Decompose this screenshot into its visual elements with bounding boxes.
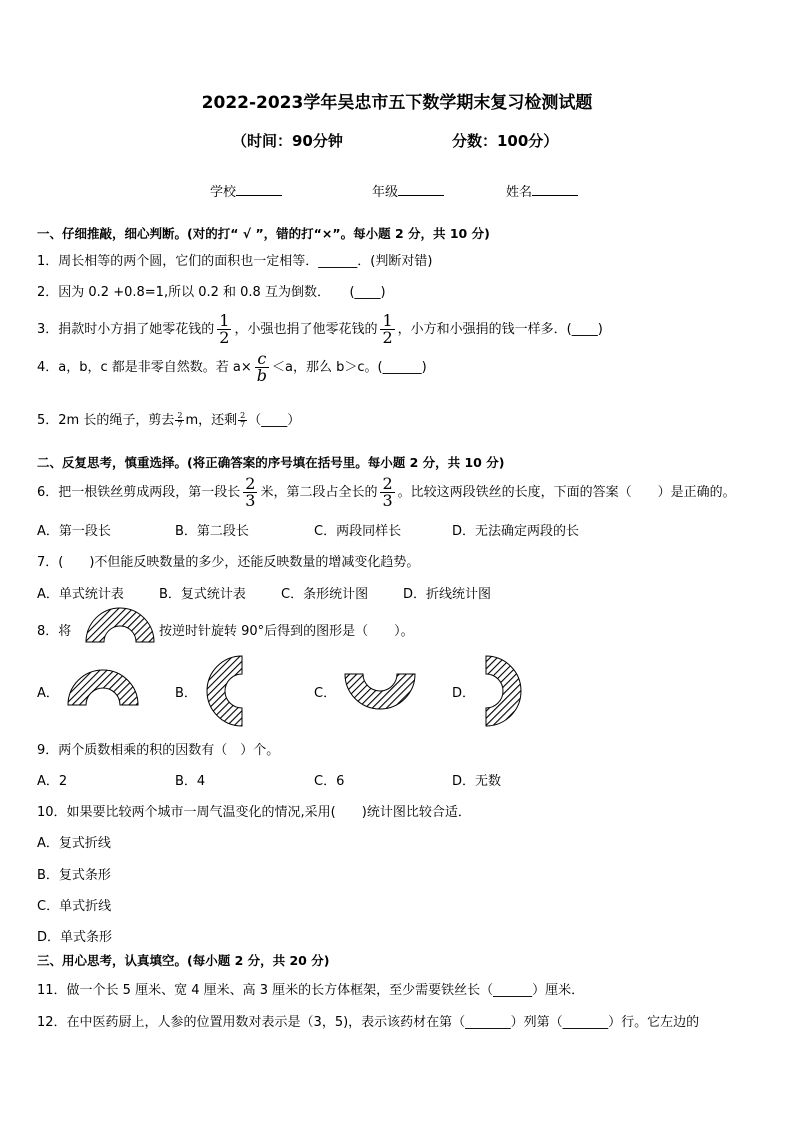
fraction-numerator: 2 [382,474,393,493]
q6-text-a: 6．把一根铁丝剪成两段，第一段长 [37,485,241,500]
q5-fraction-2 [238,412,247,429]
question-11: 11．做一个长 5 厘米、宽 4 厘米、高 3 厘米的长方体框架，至少需要铁丝长（______）厘米． [37,983,585,998]
fraction-numerator: c [255,351,269,368]
q6-text-c: 。比较这两段铁丝的长度，下面的答案（ ）是正确的。 [397,485,736,500]
q6-option-d[interactable]: D．无法确定两段的长 [452,524,580,539]
fraction-denominator: 2 [382,328,393,347]
fraction-denominator: 3 [245,491,256,510]
exam-time: （时间：90分钟 [232,132,343,150]
name-label: 姓名 [506,185,533,200]
q10-option-c[interactable]: C．单式折线 [37,899,112,914]
q3-fraction-2 [380,313,394,346]
question-6 [37,476,736,509]
school-blank[interactable] [236,183,282,196]
q7-option-b[interactable]: B．复式统计表 [159,587,246,602]
fraction-denominator: 7 [240,420,246,429]
q8-option-b[interactable]: B． [175,686,197,701]
q4-fraction [255,351,269,384]
fraction-denominator: b [256,366,268,385]
q6-option-b[interactable]: B．第二段长 [175,524,249,539]
q5-text-c: （____） [248,413,301,428]
q8-option-d[interactable]: D． [452,686,476,701]
q5-fraction-1 [175,412,184,429]
name-field[interactable] [506,181,578,200]
question-4 [37,351,427,384]
q6-fraction-2 [380,476,394,509]
q9-option-c[interactable]: C．6 [314,774,345,789]
q3-text-a: 3．捐款时小方捐了她零花钱的 [37,322,215,337]
question-2: 2．因为 0.2 +0.8=1,所以 0.2 和 0.8 互为倒数． (____) [37,285,386,300]
q4-text-b: ＜a，那么 b＞c。(______) [272,360,427,375]
q7-option-c[interactable]: C．条形统计图 [281,587,369,602]
q3-text-b: ，小强也捐了他零花钱的 [234,322,378,337]
q8-option-c[interactable]: C． [314,686,337,701]
arch-shape-right[interactable] [485,655,523,727]
q7-option-a[interactable]: A．单式统计表 [37,587,124,602]
section1-heading: 一、仔细推敲，细心判断。(对的打“ √ ”，错的打“×”。每小题 2 分，共 10 分) [37,226,490,241]
question-12: 12．在中医药厨上，人参的位置用数对表示是（3，5)，表示该药材在第（_______）列第（_______）行。它左边的 [37,1015,700,1030]
question-7: 7．( )不但能反映数量的多少，还能反映数量的增减变化趋势。 [37,555,420,570]
exam-score: 分数：100分） [452,132,559,150]
q6-text-b: 米，第二段占全长的 [260,485,378,500]
fraction-numerator: 2 [240,411,246,420]
arch-shape-up[interactable] [66,668,140,706]
q9-option-b[interactable]: B．4 [175,774,206,789]
name-blank[interactable] [532,183,578,196]
q3-fraction-1 [217,313,231,346]
q9-option-d[interactable]: D．无数 [452,774,502,789]
arch-shape-original [84,607,156,643]
q5-text-b: m，还剩 [185,413,238,428]
q10-option-b[interactable]: B．复式条形 [37,868,111,883]
q4-text-a: 4．a，b，c 都是非零自然数。若 a× [37,360,252,375]
fraction-denominator: 7 [177,420,183,429]
q9-option-a[interactable]: A．2 [37,774,68,789]
q6-fraction-1 [243,476,257,509]
arch-shape-down[interactable] [343,673,417,711]
q7-option-d[interactable]: D．折线统计图 [403,587,492,602]
q3-text-c: ，小方和小强捐的钱一样多．(____) [397,322,603,337]
question-10: 10．如果要比较两个城市一周气温变化的情况,采用( )统计图比较合适． [37,805,471,820]
section3-heading: 三、用心思考，认真填空。(每小题 2 分，共 20 分) [37,953,330,968]
q6-option-c[interactable]: C．两段同样长 [314,524,402,539]
fraction-numerator: 2 [245,474,256,493]
q10-option-d[interactable]: D．单式条形 [37,930,113,945]
arch-shape-left[interactable] [205,655,243,727]
fraction-numerator: 2 [177,411,183,420]
q8-text-a: 8．将 [37,624,72,639]
school-label: 学校 [210,185,237,200]
school-field[interactable] [210,181,282,200]
fraction-denominator: 2 [219,328,230,347]
question-1: 1．周长相等的两个圆，它们的面积也一定相等．______．(判断对错) [37,254,433,269]
fraction-numerator: 1 [382,311,393,330]
section2-heading: 二、反复思考，慎重选择。(将正确答案的序号填在括号里。每小题 2 分，共 10 分) [37,455,505,470]
grade-blank[interactable] [398,183,444,196]
question-5 [37,409,300,429]
q8-option-a[interactable]: A． [37,686,59,701]
grade-field[interactable] [372,181,444,200]
q8-text-b: 按逆时针旋转 90°后得到的图形是（ ）。 [159,624,414,639]
question-3 [37,313,603,346]
page-title: 2022-2023学年吴忠市五下数学期末复习检测试题 [201,93,593,113]
q5-text-a: 5．2m 长的绳子，剪去 [37,413,175,428]
q6-option-a[interactable]: A．第一段长 [37,524,111,539]
fraction-denominator: 3 [382,491,393,510]
fraction-numerator: 1 [219,311,230,330]
grade-label: 年级 [372,185,399,200]
q10-option-a[interactable]: A．复式折线 [37,836,111,851]
question-9: 9．两个质数相乘的积的因数有（ ）个。 [37,743,280,758]
